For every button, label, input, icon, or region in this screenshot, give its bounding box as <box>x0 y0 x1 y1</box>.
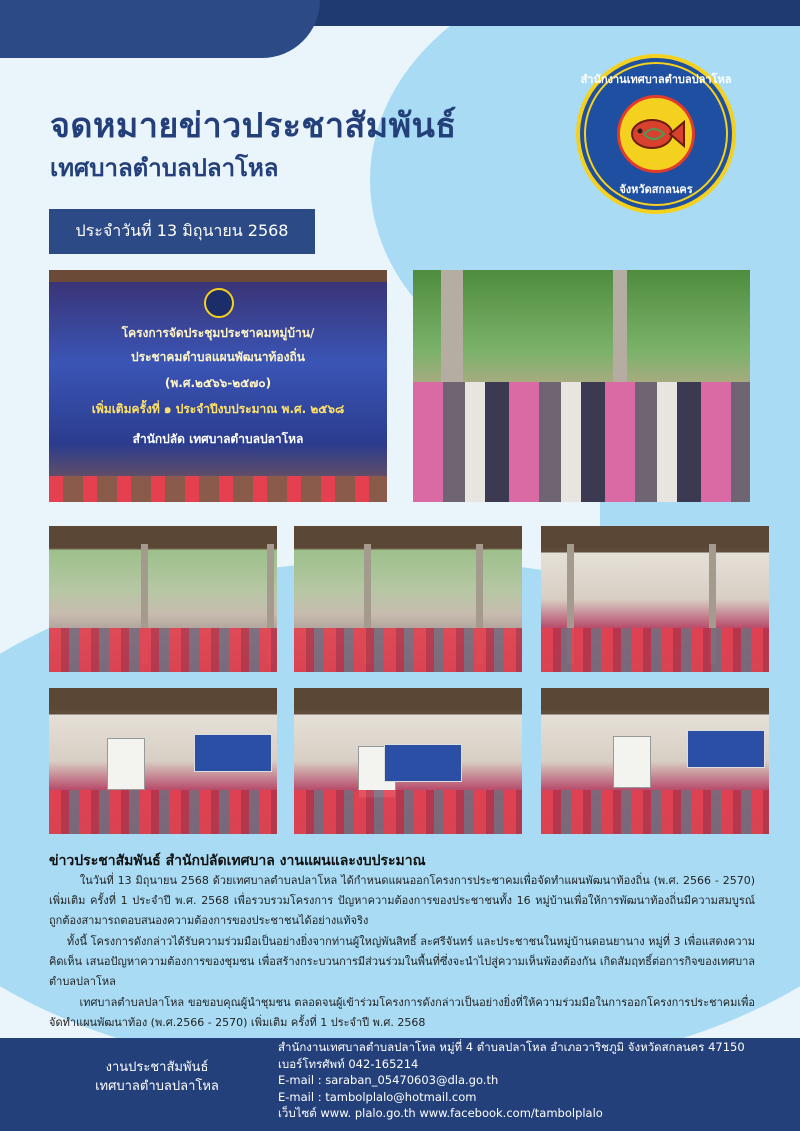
photo-meeting-6 <box>294 688 522 834</box>
photo-villagers-raising-hands <box>413 270 750 502</box>
footer-contact <box>278 1039 745 1122</box>
footer-department-line-2: เทศบาลตำบลปลาโหล <box>95 1079 219 1094</box>
top-accent <box>0 0 320 58</box>
article-paragraph-1: ในวันที่ 13 มิถุนายน 2568 ด้วยเทศบาลตำบลปลาโหล ได้กำหนดแผนออกโครงการประชาคมเพื่อจัดทำแผนพัฒนาท้องถิ่น (พ.ศ. 2566 - 2570) เพิ่มเติม ครั้งที่ 1 ประจำปี พ.ศ. 2568 เพื่อรวบรวมโครงการ ปัญหาความต้องการของประชาชนทั้ง 16 หมู่บ้านเพื่อให้การพัฒนาท้องถิ่นมีความสมบูรณ์ถูกต้องสามารถตอบสนองความต้องการของประชาชนได้อย่างแท้จริง <box>49 874 755 927</box>
article-heading: ข่าวประชาสัมพันธ์ สำนักปลัดเทศบาล งานแผนและงบประมาณ <box>49 853 426 869</box>
footer-website[interactable]: เว็บไซต์ www. plalo.go.th www.facebook.com/tambolplalo <box>278 1106 603 1120</box>
banner-line-2: ประชาคมตำบลแผนพัฒนาท้องถิ่น <box>131 350 305 364</box>
municipality-logo <box>576 54 736 214</box>
photo-meeting-2 <box>49 526 277 672</box>
footer-department <box>62 1058 252 1096</box>
article-paragraph-2: ทั้งนี้ โครงการดังกล่าวได้รับความร่วมมือเป็นอย่างยิ่งจากท่านผู้ใหญ่พันสิทธิ์ ละศรีจันทร์ และประชาชนในหมู่บ้านดอนยานาง หมู่ที่ 3 เพื่อแสดงความคิดเห็น เสนอปัญหาความต้องการของชุมชน เพื่อสร้างกระบวนการมีส่วนร่วมในพื้นที่ซึ่งจะนำไปสู่ความเห็นพ้องต้องกัน เกิดสัมฤทธิ์ต่อการกิจของเทศบาลตำบลปลาโหล <box>49 935 756 988</box>
newsletter-title: จดหมายข่าวประชาสัมพันธ์ <box>50 106 457 146</box>
banner-line-5: สำนักปลัด เทศบาลตำบลปลาโหล <box>132 432 304 446</box>
article-paragraph-3: เทศบาลตำบลปลาโหล ขอขอบคุณผู้นำชุมชน ตลอดจนผู้เข้าร่วมโครงการดังกล่าวเป็นอย่างยิ่งที่ให้ความร่วมมือในการออกโครงการประชาคมเพื่อจัดทำแผนพัฒนาท้อง (พ.ศ.2566 - 2570) เพิ่มเติม ครั้งที่ 1 ประจำปี พ.ศ. 2568 <box>49 996 755 1029</box>
logo-text-top: สำนักงานเทศบาลตำบลปลาโหล <box>580 73 732 86</box>
photo-meeting-4 <box>541 526 769 672</box>
photo-meeting-3 <box>294 526 522 672</box>
footer-email-2[interactable]: E-mail : tambolplalo@hotmail.com <box>278 1089 477 1104</box>
issue-date: ประจำวันที่ 13 มิถุนายน 2568 <box>49 209 315 254</box>
footer-email-1[interactable]: E-mail : saraban_05470603@dla.go.th <box>278 1073 499 1087</box>
banner-line-3: (พ.ศ.๒๕๖๖-๒๕๗๐) <box>164 376 272 390</box>
municipality-name: เทศบาลตำบลปลาโหล <box>50 154 279 182</box>
banner-line-1: โครงการจัดประชุมประชาคมหมู่บ้าน/ <box>121 326 315 340</box>
logo-text-bottom: จังหวัดสกลนคร <box>619 183 693 196</box>
photo-project-banner <box>49 270 387 502</box>
footer <box>0 1038 800 1131</box>
photo-meeting-7 <box>541 688 769 834</box>
footer-address: สำนักงานเทศบาลตำบลปลาโหล หมู่ที่ 4 ตำบลปลาโหล อำเภอวาริชภูมิ จังหวัดสกลนคร 47150 <box>278 1040 745 1054</box>
footer-phone: เบอร์โทรศัพท์ 042-165214 <box>278 1056 419 1071</box>
footer-department-line-1: งานประชาสัมพันธ์ <box>105 1060 209 1075</box>
banner-line-4: เพิ่มเติมครั้งที่ ๑ ประจำปีงบประมาณ พ.ศ. ๒๕๖๘ <box>91 402 345 416</box>
photo-meeting-5 <box>49 688 277 834</box>
